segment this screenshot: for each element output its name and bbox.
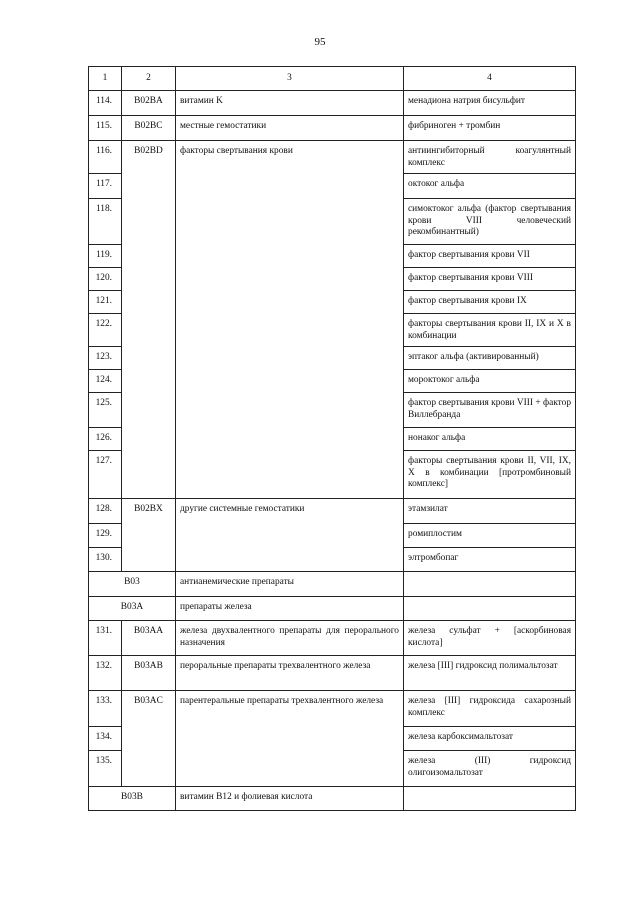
atc-code: B02BD [122, 141, 176, 499]
group-name: витамин K [176, 91, 404, 116]
drug-name: антиингибиторный коагулянтный комплекс [404, 141, 576, 174]
drug-name: железа карбоксимальтозат [404, 727, 576, 751]
row-number: 118. [89, 199, 122, 245]
row-number: 116. [89, 141, 122, 174]
row-number: 119. [89, 245, 122, 268]
atc-code: B02BA [122, 91, 176, 116]
page-number: 95 [314, 36, 326, 48]
group-name: железа двухвалентного препараты для перорального назначения [176, 621, 404, 656]
table-row [89, 499, 576, 524]
atc-code: B02BX [122, 499, 176, 572]
row-number: 131. [89, 621, 122, 656]
atc-code: B03AA [122, 621, 176, 656]
group-name: препараты железа [176, 597, 404, 621]
drug-name [404, 787, 576, 811]
row-number: 133. [89, 691, 122, 727]
table-header-row [89, 67, 576, 91]
group-name: витамин B12 и фолиевая кислота [176, 787, 404, 811]
row-number: 132. [89, 656, 122, 691]
table-row [89, 597, 576, 621]
drug-name: фактор свертывания крови VIII [404, 268, 576, 291]
drug-name: симоктоког альфа (фактор свертывания крови VIII человеческий рекомбинантный) [404, 199, 576, 245]
drug-name: железа [III] гидроксида сахарозный комплекс [404, 691, 576, 727]
group-name: другие системные гемостатики [176, 499, 404, 572]
drug-name: фибриноген + тромбин [404, 116, 576, 141]
drug-name: этамзилат [404, 499, 576, 524]
drug-name: фактор свертывания крови IX [404, 291, 576, 314]
drug-name [404, 597, 576, 621]
table-row [89, 787, 576, 811]
table-row [89, 91, 576, 116]
table-row [89, 141, 576, 174]
table-row [89, 691, 576, 727]
drug-name: менадиона натрия бисульфит [404, 91, 576, 116]
drug-name: железа (III) гидроксид олигоизомальтозат [404, 751, 576, 787]
row-number: 115. [89, 116, 122, 141]
row-number: 114. [89, 91, 122, 116]
header-col-1: 1 [89, 67, 122, 91]
drug-name: эптаког альфа (активированный) [404, 347, 576, 370]
atc-code: B03B [89, 787, 176, 811]
atc-code: B02BC [122, 116, 176, 141]
header-col-2: 2 [122, 67, 176, 91]
drug-name [404, 572, 576, 597]
group-name: пероральные препараты трехвалентного железа [176, 656, 404, 691]
drug-name: ромиплостим [404, 524, 576, 548]
row-number: 129. [89, 524, 122, 548]
header-col-3: 3 [176, 67, 404, 91]
row-number: 117. [89, 174, 122, 199]
table-row [89, 621, 576, 656]
drug-name: нонаког альфа [404, 428, 576, 451]
drug-name: железа сульфат + [аскорбиновая кислота] [404, 621, 576, 656]
row-number: 121. [89, 291, 122, 314]
row-number: 125. [89, 393, 122, 428]
row-number: 122. [89, 314, 122, 347]
row-number: 134. [89, 727, 122, 751]
drug-name: фактор свертывания крови VII [404, 245, 576, 268]
row-number: 130. [89, 548, 122, 572]
group-name: факторы свертывания крови [176, 141, 404, 499]
row-number: 120. [89, 268, 122, 291]
row-number: 124. [89, 370, 122, 393]
drug-name: октоког альфа [404, 174, 576, 199]
row-number: 123. [89, 347, 122, 370]
atc-code: B03AB [122, 656, 176, 691]
drug-name: факторы свертывания крови II, IX и X в комбинации [404, 314, 576, 347]
group-name: антианемические препараты [176, 572, 404, 597]
group-name: местные гемостатики [176, 116, 404, 141]
row-number: 128. [89, 499, 122, 524]
table-row [89, 116, 576, 141]
group-name: парентеральные препараты трехвалентного железа [176, 691, 404, 787]
atc-code: B03 [89, 572, 176, 597]
atc-code: B03A [89, 597, 176, 621]
atc-code: B03AC [122, 691, 176, 787]
row-number: 127. [89, 451, 122, 499]
table-row [89, 656, 576, 691]
row-number: 126. [89, 428, 122, 451]
drug-name: факторы свертывания крови II, VII, IX, X в комбинации [протромбиновый комплекс] [404, 451, 576, 499]
drug-name: элтромбопаг [404, 548, 576, 572]
drug-name: железа [III] гидроксид полимальтозат [404, 656, 576, 691]
drug-name: мороктоког альфа [404, 370, 576, 393]
row-number: 135. [89, 751, 122, 787]
table-row [89, 572, 576, 597]
drug-name: фактор свертывания крови VIII + фактор Виллебранда [404, 393, 576, 428]
drug-classification-table [88, 66, 576, 811]
header-col-4: 4 [404, 67, 576, 91]
